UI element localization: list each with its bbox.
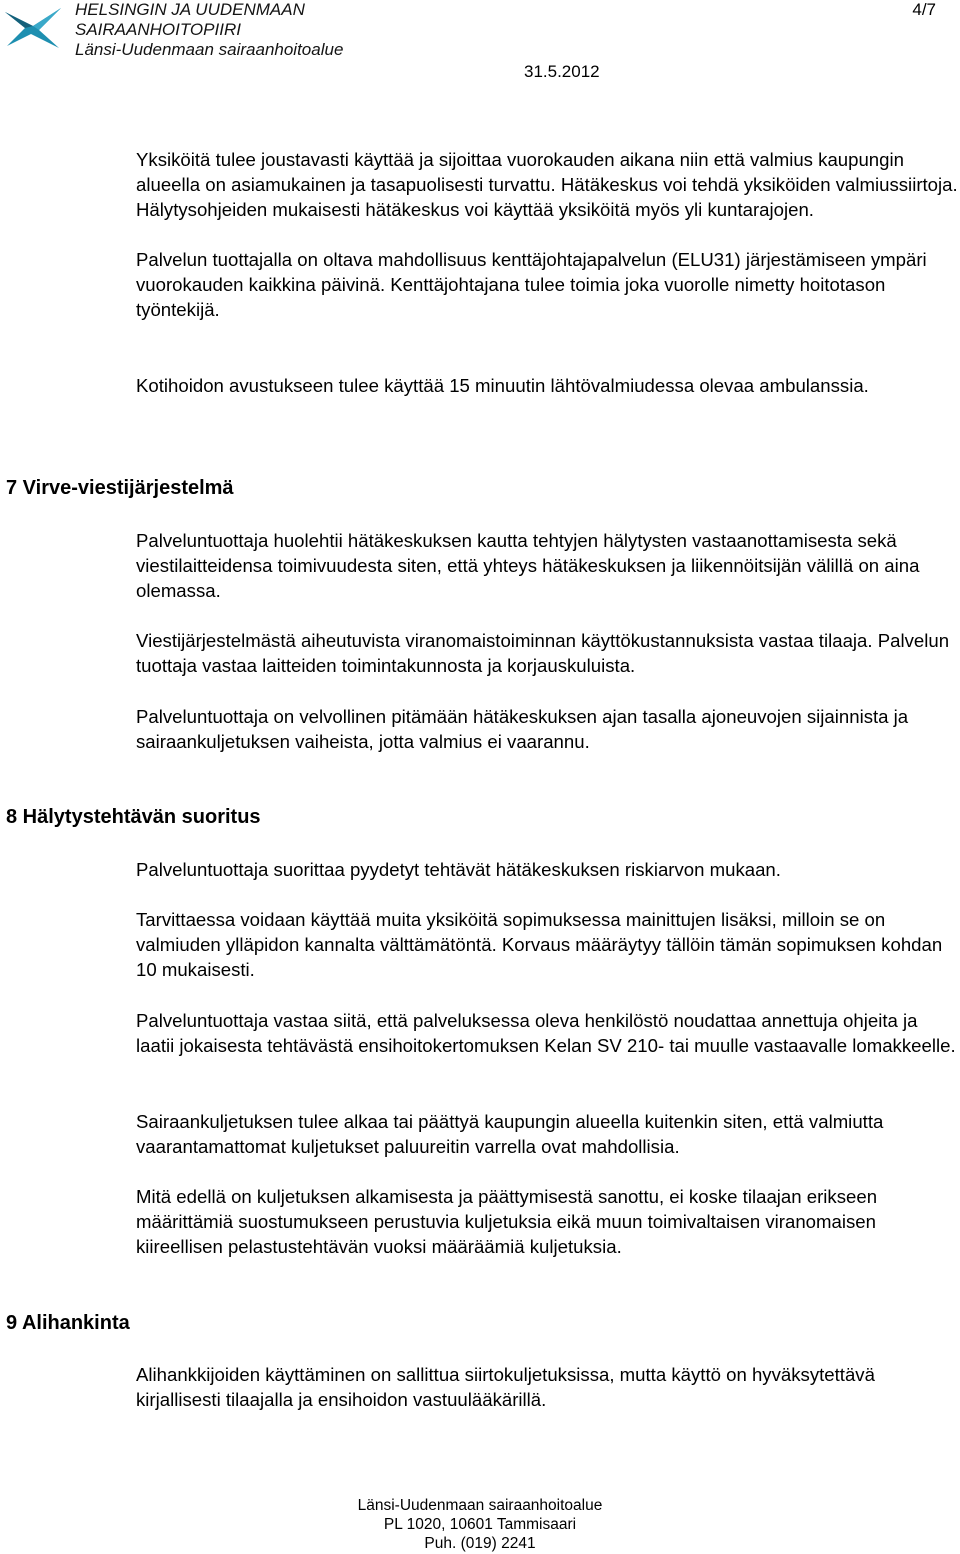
section-7-paragraph-1: Palveluntuottaja huolehtii hätäkeskuksen kautta tehtyjen hälytysten vastaanottamisesta sekä viestilaitteidensa toimivuudesta siten, että yhteys hätäkeskuksen ja liikennöitsijän välillä on aina olemassa. <box>136 530 920 602</box>
document-date: 31.5.2012 <box>524 62 600 81</box>
intro-paragraph-2: Palvelun tuottajalla on oltava mahdollisuus kenttäjohtajapalvelun (ELU31) järjestämiseen ympäri vuorokauden kaikkina päivinä. Kenttäjohtajana tulee toimia joka vuorolle nimetty hoitotason työntekijä. <box>136 249 927 321</box>
org-line-1: HELSINGIN JA UUDENMAAN <box>75 0 305 19</box>
hus-logo-icon <box>3 4 63 50</box>
organization-name <box>75 0 343 60</box>
section-8-paragraph-4: Sairaankuljetuksen tulee alkaa tai päättyä kaupungin alueella kuitenkin siten, että valmiutta vaarantamattomat kuljetukset paluureitin varrella ovat mahdollisia. <box>136 1111 884 1158</box>
intro-paragraph-3: Kotihoidon avustukseen tulee käyttää 15 minuutin lähtövalmiudessa olevaa ambulanssia. <box>136 375 869 396</box>
section-9-paragraph-1: Alihankkijoiden käyttäminen on sallittua siirtokuljetuksissa, mutta käyttö on hyväksytettävä kirjallisesti tilaajalla ja ensihoidon vastuulääkärillä. <box>136 1364 875 1411</box>
section-8-heading: 8 Hälytystehtävän suoritus <box>6 806 261 828</box>
section-9-heading: 9 Alihankinta <box>6 1312 130 1334</box>
intro-paragraph-1: Yksiköitä tulee joustavasti käyttää ja sijoittaa vuorokauden aikana niin että valmius kaupungin alueella on asiamukainen ja tasapuolisesti turvattu. Hätäkeskus voi tehdä yksiköiden valmiussiirtoja. Hälytysohjeiden mukaisesti hätäkeskus voi käyttää yksiköitä myös yli kuntarajojen. <box>136 149 958 221</box>
section-7-heading: 7 Virve-viestijärjestelmä <box>6 477 234 499</box>
page-number: 4/7 <box>912 0 936 19</box>
footer-line-1: Länsi-Uudenmaan sairaanhoitoalue <box>357 1497 603 1514</box>
footer-line-2: PL 1020, 10601 Tammisaari <box>383 1516 577 1533</box>
footer-address <box>0 1496 960 1553</box>
section-8-paragraph-5: Mitä edellä on kuljetuksen alkamisesta ja päättymisestä sanottu, ei koske tilaajan erikseen määrittämiä suostumukseen perustuvia kuljetuksia eikä muun toimivaltaisen viranomaisen kiireellisen pelastustehtävän vuoksi määräämiä kuljetuksia. <box>136 1186 878 1258</box>
org-line-3: Länsi-Uudenmaan sairaanhoitoalue <box>75 40 344 59</box>
section-8-paragraph-3: Palveluntuottaja vastaa siitä, että palveluksessa oleva henkilöstö noudattaa annettuja ohjeita ja laatii jokaisesta tehtävästä ensihoitokertomuksen Kelan SV 210- tai muulle vastaavalle lomakkeelle. <box>136 1010 956 1057</box>
section-7-paragraph-2: Viestijärjestelmästä aiheutuvista viranomaistoiminnan käyttökustannuksista vastaa tilaaja. Palvelun tuottaja vastaa laitteiden toimintakunnosta ja korjauskuluista. <box>136 630 950 677</box>
section-8-paragraph-1: Palveluntuottaja suorittaa pyydetyt tehtävät hätäkeskuksen riskiarvon mukaan. <box>136 859 781 880</box>
footer-line-3: Puh. (019) 2241 <box>424 1535 536 1552</box>
section-8-paragraph-2: Tarvittaessa voidaan käyttää muita yksiköitä sopimuksessa mainittujen lisäksi, milloin se on valmiuden ylläpidon kannalta välttämätöntä. Korvaus määräytyy tällöin tämän sopimuksen kohdan 10 mukaisesti. <box>136 909 943 981</box>
section-7-paragraph-3: Palveluntuottaja on velvollinen pitämään hätäkeskuksen ajan tasalla ajoneuvojen sijainnista ja sairaankuljetuksen vaiheista, jotta valmius ei vaarannu. <box>136 706 909 753</box>
org-line-2: SAIRAANHOITOPIIRI <box>75 20 241 39</box>
